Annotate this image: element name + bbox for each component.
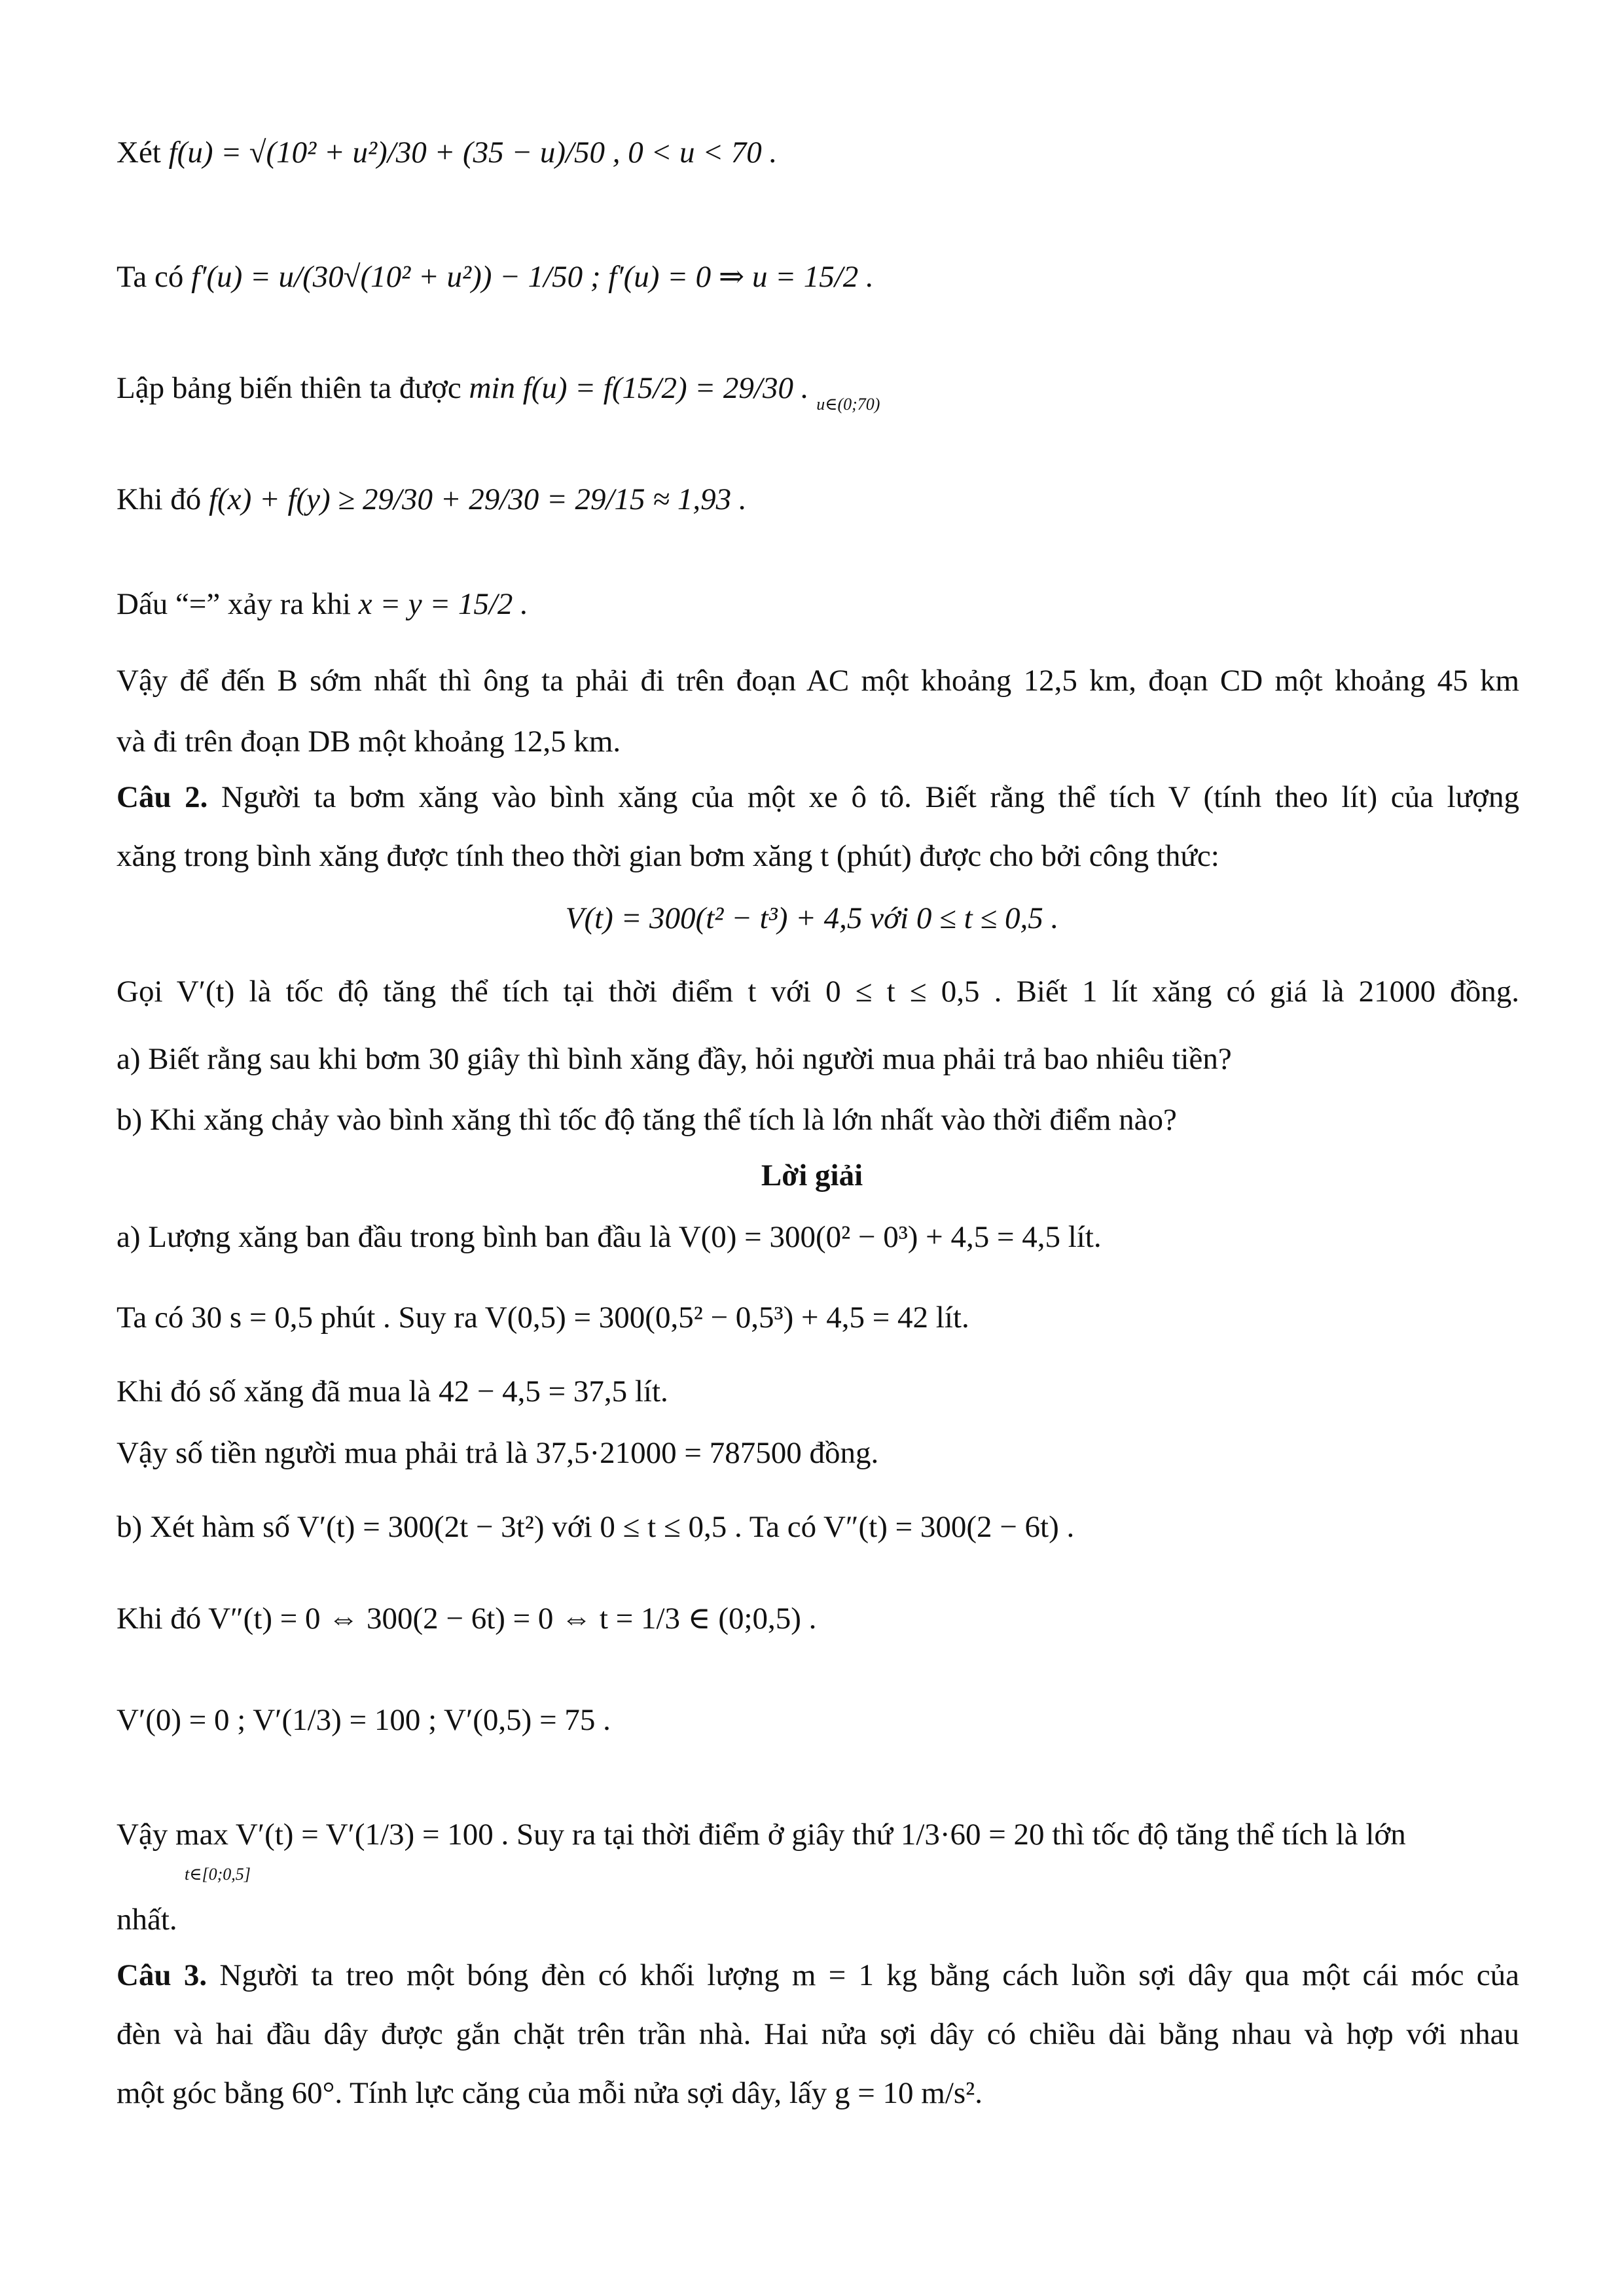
question-2-formula: V(t) = 300(t² − t³) + 4,5 với 0 ≤ t ≤ 0,5 . (565, 901, 1059, 935)
solution-line-9: nhất. (117, 1903, 177, 1937)
line-intro: Xét (117, 135, 161, 170)
min-subscript: u∈(0;70) (816, 395, 880, 414)
question-3-line-1 (117, 1957, 1519, 1994)
solution-line-7: V′(0) = 0 ; V′(1/3) = 100 ; V′(0,5) = 75 . (117, 1703, 611, 1737)
solution-line-1: a) Lượng xăng ban đầu trong bình ban đầu là V(0) = 300(0² − 0³) + 4,5 = 4,5 lít. (117, 1220, 1102, 1254)
line-f-definition (117, 134, 1519, 171)
solution-line-5: b) Xét hàm số V′(t) = 300(2t − 3t²) với 0 ≤ t ≤ 0,5 . Ta có V″(t) = 300(2 − 6t) . (117, 1510, 1075, 1544)
line-min-value (117, 370, 1519, 414)
line-derivative (117, 259, 1519, 295)
question-2-part-b: b) Khi xăng chảy vào bình xăng thì tốc độ tăng thể tích là lớn nhất vào thời điểm nào? (117, 1103, 1177, 1137)
line-sum-bound (117, 481, 1519, 518)
solution-line-8 (117, 1816, 1519, 1853)
line-equality (117, 586, 1519, 622)
question-3-label: Câu 3. (117, 1958, 208, 1992)
solution-line-4: Vậy số tiền người mua phải trả là 37,5·21000 = 787500 đồng. (117, 1436, 879, 1470)
question-3-line-3: một góc bằng 60°. Tính lực căng của mỗi nửa sợi dây, lấy g = 10 m/s². (117, 2076, 983, 2110)
formula-min: min f(u) = f(15/2) = 29/30 . (469, 371, 809, 405)
conclusion-line-1: Vậy để đến B sớm nhất thì ông ta phải đi trên đoạn AC một khoảng 12,5 km, đoạn CD một khoảng 45 km (117, 664, 1519, 698)
line-intro: Ta có (117, 260, 184, 294)
question-3-line-2: đèn và hai đầu dây được gắn chặt trên trần nhà. Hai nửa sợi dây có chiều dài bằng nhau và hợp với nhau (117, 2017, 1519, 2051)
solution-line-2: Ta có 30 s = 0,5 phút . Suy ra V(0,5) = 300(0,5² − 0,5³) + 4,5 = 42 lít. (117, 1300, 969, 1335)
formula-f-u: f(u) = √(10² + u²)/30 + (35 − u)/50 , 0 < u < 70 . (168, 135, 778, 170)
line-intro: Dấu “=” xảy ra khi (117, 587, 351, 621)
conclusion-line-2: và đi trên đoạn DB một khoảng 12,5 km. (117, 725, 621, 759)
line-intro: Khi đó (117, 482, 202, 516)
question-2-line-2: xăng trong bình xăng được tính theo thời gian bơm xăng t (phút) được cho bởi công thức: (117, 839, 1219, 873)
solution-line-3: Khi đó số xăng đã mua là 42 − 4,5 = 37,5 lít. (117, 1374, 668, 1408)
question-2-text: Người ta bơm xăng vào bình xăng của một xe ô tô. Biết rằng thể tích V (tính theo lít) của lượng (221, 780, 1520, 814)
formula-f-prime: f′(u) = u/(30√(10² + u²)) − 1/50 ; f′(u) = 0 ⇒ u = 15/2 . (191, 260, 874, 294)
line-intro: Lập bảng biến thiên ta được (117, 371, 461, 405)
question-2-line-3: Gọi V′(t) là tốc độ tăng thể tích tại thời điểm t với 0 ≤ t ≤ 0,5 . Biết 1 lít xăng có giá là 21000 đồng. (117, 975, 1519, 1009)
solution-line-6: Khi đó V″(t) = 0 ⇔ 300(2 − 6t) = 0 ⇔ t = 1/3 ∈ (0;0,5) . (117, 1602, 817, 1636)
formula-equality: x = y = 15/2 . (358, 587, 528, 621)
formula-sum: f(x) + f(y) ≥ 29/30 + 29/30 = 29/15 ≈ 1,93 . (209, 482, 747, 516)
question-3-text: Người ta treo một bóng đèn có khối lượng m = 1 kg bằng cách luồn sợi dây qua một cái móc của (219, 1958, 1519, 1992)
solution-max-text: Vậy max V′(t) = V′(1/3) = 100 . Suy ra tại thời điểm ở giây thứ 1/3·60 = 20 thì tốc độ tăng thể tích là lớn (117, 1818, 1406, 1852)
question-2-label: Câu 2. (117, 780, 208, 814)
question-2-line-1 (117, 779, 1519, 816)
max-subscript: t∈[0;0,5] (185, 1865, 251, 1884)
question-2-part-a: a) Biết rằng sau khi bơm 30 giây thì bình xăng đầy, hỏi người mua phải trả bao nhiêu tiền? (117, 1042, 1232, 1076)
solution-title: Lời giải (761, 1158, 863, 1193)
